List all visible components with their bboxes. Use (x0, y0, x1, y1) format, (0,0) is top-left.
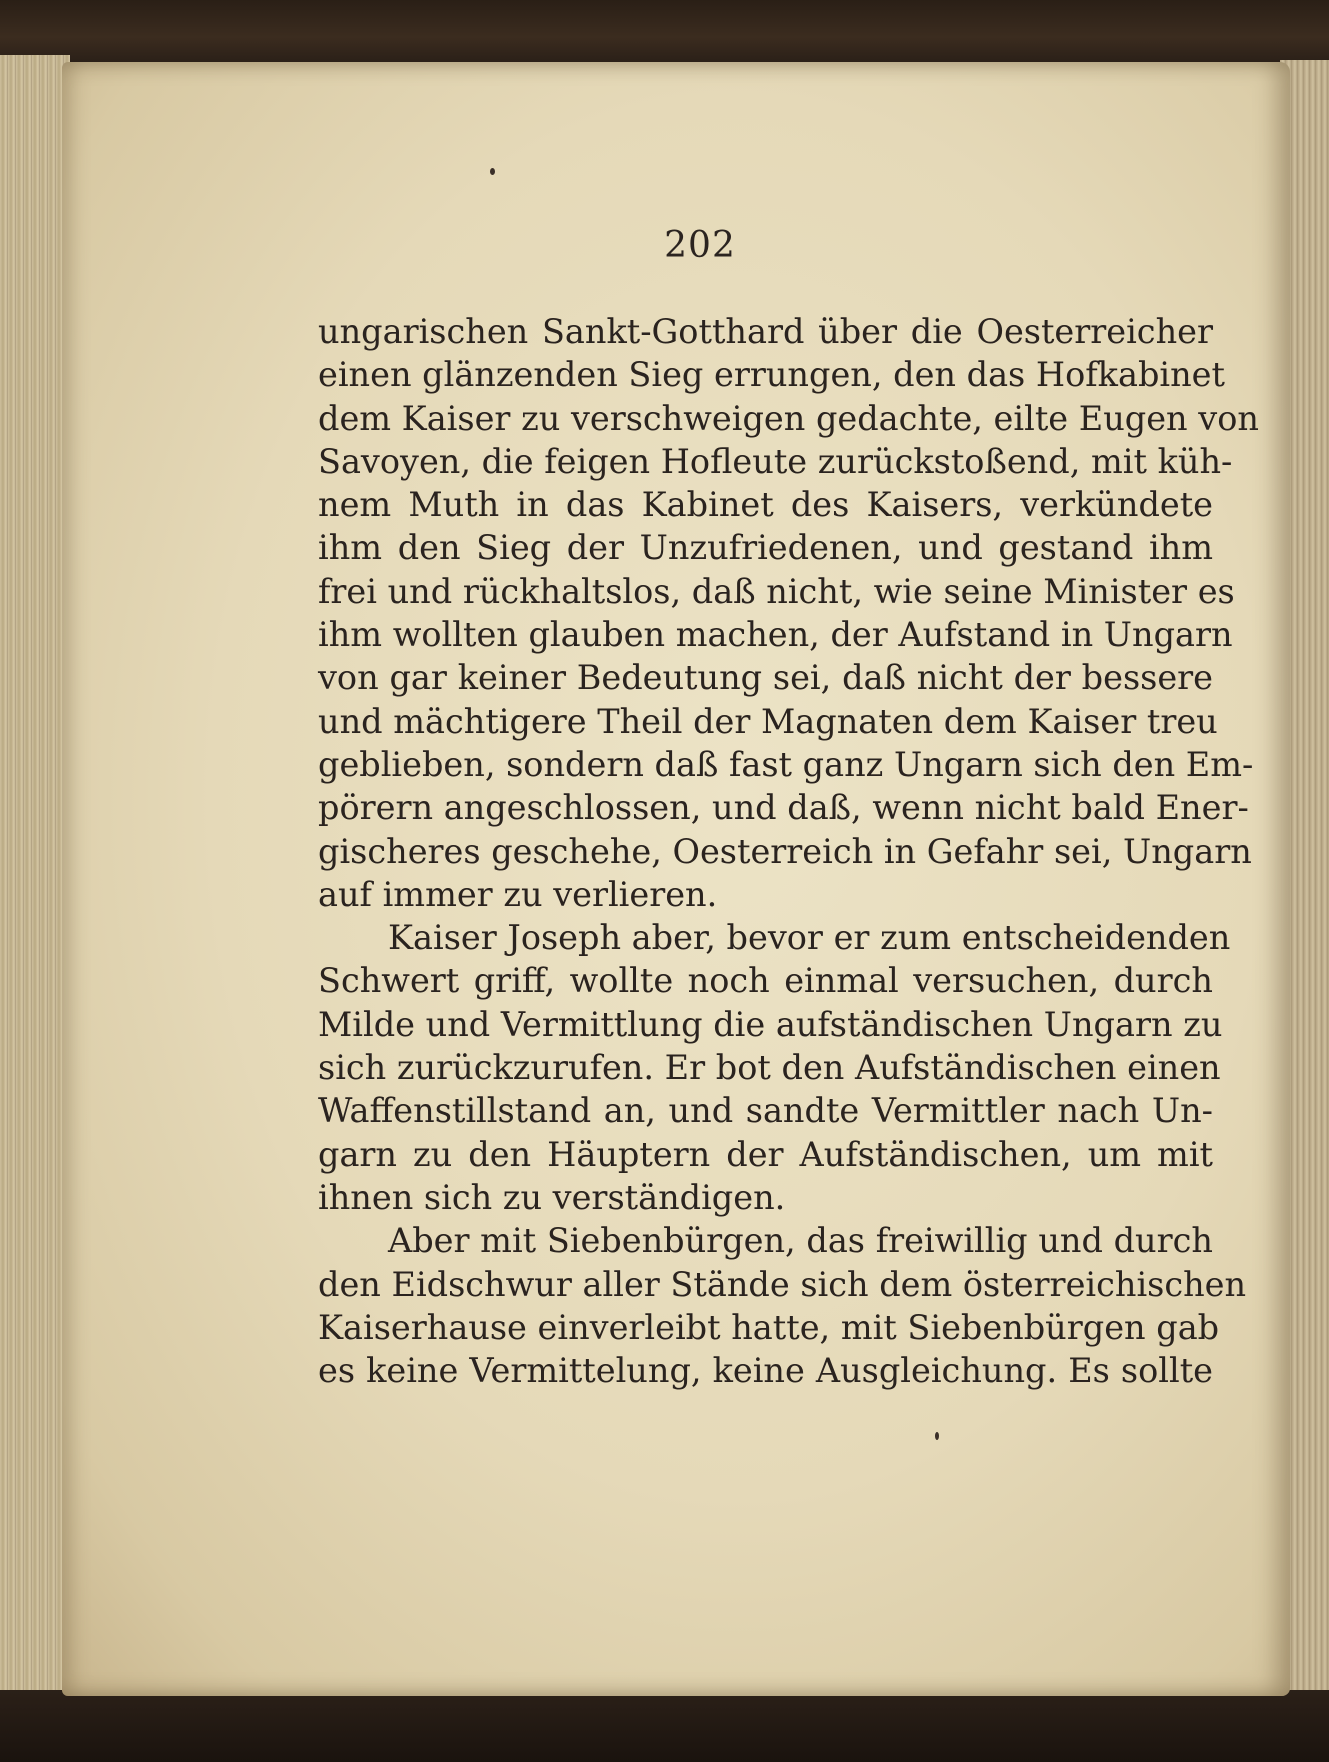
text-line: nem Muth in das Kabinet des Kaisers, verkündete (318, 485, 1213, 525)
text-line: es keine Vermittelung, keine Ausgleichung. Es sollte (318, 1351, 1213, 1391)
text-line: dem Kaiser zu verschweigen gedachte, eilte Eugen von (318, 398, 1259, 438)
paper-speck (935, 1432, 939, 1440)
text-line: den Eidschwur aller Stände sich dem österreichischen (318, 1264, 1247, 1304)
text-line: gischeres geschehe, Oesterreich in Gefahr sei, Ungarn (318, 831, 1252, 871)
text-line: frei und rückhaltslos, daß nicht, wie seine Minister es (318, 571, 1235, 611)
text-line: Waffenstillstand an, und sandte Vermittler nach Un- (318, 1091, 1213, 1131)
text-line: pörern angeschlossen, und daß, wenn nicht bald Ener- (318, 788, 1249, 828)
page-number: 202 (664, 225, 736, 266)
text-line: garn zu den Häuptern der Aufständischen, um mit (318, 1134, 1213, 1174)
text-line: geblieben, sondern daß fast ganz Ungarn sich den Em- (318, 744, 1254, 784)
text-line: sich zurückzurufen. Er bot den Aufständischen einen (318, 1048, 1221, 1088)
text-line: Schwert griff, wollte noch einmal versuchen, durch (318, 961, 1213, 1001)
page-stack-left-edge (0, 55, 70, 1695)
paragraph-1 (318, 310, 1259, 916)
text-line: und mächtigere Theil der Magnaten dem Kaiser treu (318, 701, 1218, 741)
text-line: Aber mit Siebenbürgen, das freiwillig und durch (388, 1221, 1213, 1261)
text-line: ihnen sich zu verständigen. (318, 1177, 786, 1217)
paper-speck (490, 168, 495, 175)
text-line: Kaiserhause einverleibt hatte, mit Siebenbürgen gab (318, 1307, 1220, 1347)
book-cover-bottom-edge (0, 1690, 1329, 1762)
book-cover-top-edge (0, 0, 1329, 62)
text-line: Milde und Vermittlung die aufständischen Ungarn zu (318, 1004, 1223, 1044)
text-line: von gar keiner Bedeutung sei, daß nicht der bessere (318, 658, 1213, 698)
text-line: Kaiser Joseph aber, bevor er zum entscheidenden (388, 918, 1231, 958)
text-line: auf immer zu verlieren. (318, 874, 718, 914)
text-line: ungarischen Sankt-Gotthard über die Oesterreicher (318, 312, 1213, 351)
text-line: ihm den Sieg der Unzufriedenen, und gestand ihm (318, 528, 1213, 568)
paragraph-3 (318, 1219, 1247, 1392)
page-body-text (318, 310, 1259, 1392)
paragraph-2 (318, 916, 1231, 1219)
text-line: ihm wollten glauben machen, der Aufstand in Ungarn (318, 615, 1233, 655)
text-line: Savoyen, die feigen Hofleute zurückstoßend, mit küh- (318, 441, 1233, 481)
text-line: einen glänzenden Sieg errungen, den das Hofkabinet (318, 355, 1225, 395)
